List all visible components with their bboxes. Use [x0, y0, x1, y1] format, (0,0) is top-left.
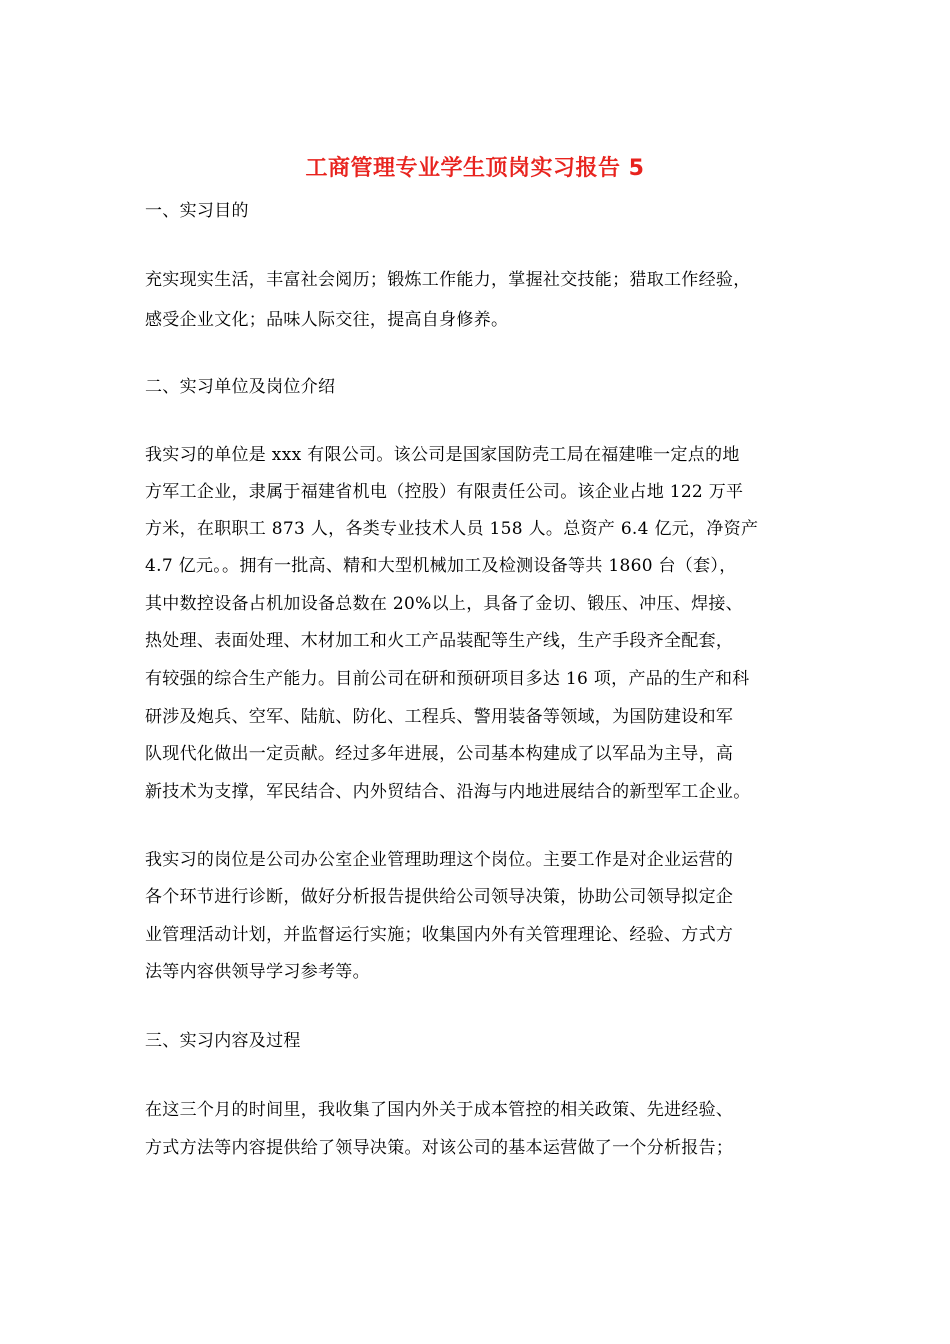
- paragraph-line: 我实习的单位是 xxx 有限公司。该公司是国家国防壳工局在福建唯一定点的地: [145, 445, 740, 465]
- paragraph-line: 热处理、表面处理、木材加工和火工产品装配等生产线，生产手段齐全配套，: [145, 631, 734, 651]
- section-heading-1: 一、实习目的: [145, 201, 249, 221]
- paragraph-line: 各个环节进行诊断，做好分析报告提供给公司领导决策，协助公司领导拟定企: [145, 887, 734, 907]
- paragraph-line: 充实现实生活，丰富社会阅历；锻炼工作能力，掌握社交技能；猎取工作经验，: [145, 270, 751, 290]
- paragraph-line: 在这三个月的时间里，我收集了国内外关于成本管控的相关政策、先进经验、: [145, 1100, 734, 1120]
- section-heading-2: 二、实习单位及岗位介绍: [145, 377, 336, 397]
- paragraph-line: 4.7 亿元。。拥有一批高、精和大型机械加工及检测设备等共 1860 台（套），: [145, 556, 737, 576]
- paragraph-line: 有较强的综合生产能力。目前公司在研和预研项目多达 16 项，产品的生产和科: [145, 669, 750, 689]
- paragraph-line: 业管理活动计划，并监督运行实施；收集国内外有关管理理论、经验、方式方: [145, 925, 734, 945]
- paragraph-line: 感受企业文化；品味人际交往，提高自身修养。: [145, 310, 509, 330]
- paragraph-line: 其中数控设备占机加设备总数在 20%以上，具备了金切、锻压、冲压、焊接、: [145, 594, 743, 614]
- paragraph-line: 法等内容供领导学习参考等。: [145, 962, 370, 982]
- paragraph-line: 方式方法等内容提供给了领导决策。对该公司的基本运营做了一个分析报告；: [145, 1138, 734, 1158]
- paragraph-line: 队现代化做出一定贡献。经过多年进展，公司基本构建成了以军品为主导，高: [145, 744, 734, 764]
- paragraph-line: 方军工企业，隶属于福建省机电（控股）有限责任公司。该企业占地 122 万平: [145, 482, 744, 502]
- paragraph-line: 新技术为支撑，军民结合、内外贸结合、沿海与内地进展结合的新型军工企业。: [145, 782, 751, 802]
- paragraph-line: 我实习的岗位是公司办公室企业管理助理这个岗位。主要工作是对企业运营的: [145, 850, 734, 870]
- section-heading-3: 三、实习内容及过程: [145, 1031, 301, 1051]
- document-title: 工商管理专业学生顶岗实习报告 5: [305, 156, 645, 181]
- paragraph-line: 研涉及炮兵、空军、陆航、防化、工程兵、警用装备等领域，为国防建设和军: [145, 707, 734, 727]
- paragraph-line: 方米，在职职工 873 人，各类专业技术人员 158 人。总资产 6.4 亿元，净资产: [145, 519, 759, 539]
